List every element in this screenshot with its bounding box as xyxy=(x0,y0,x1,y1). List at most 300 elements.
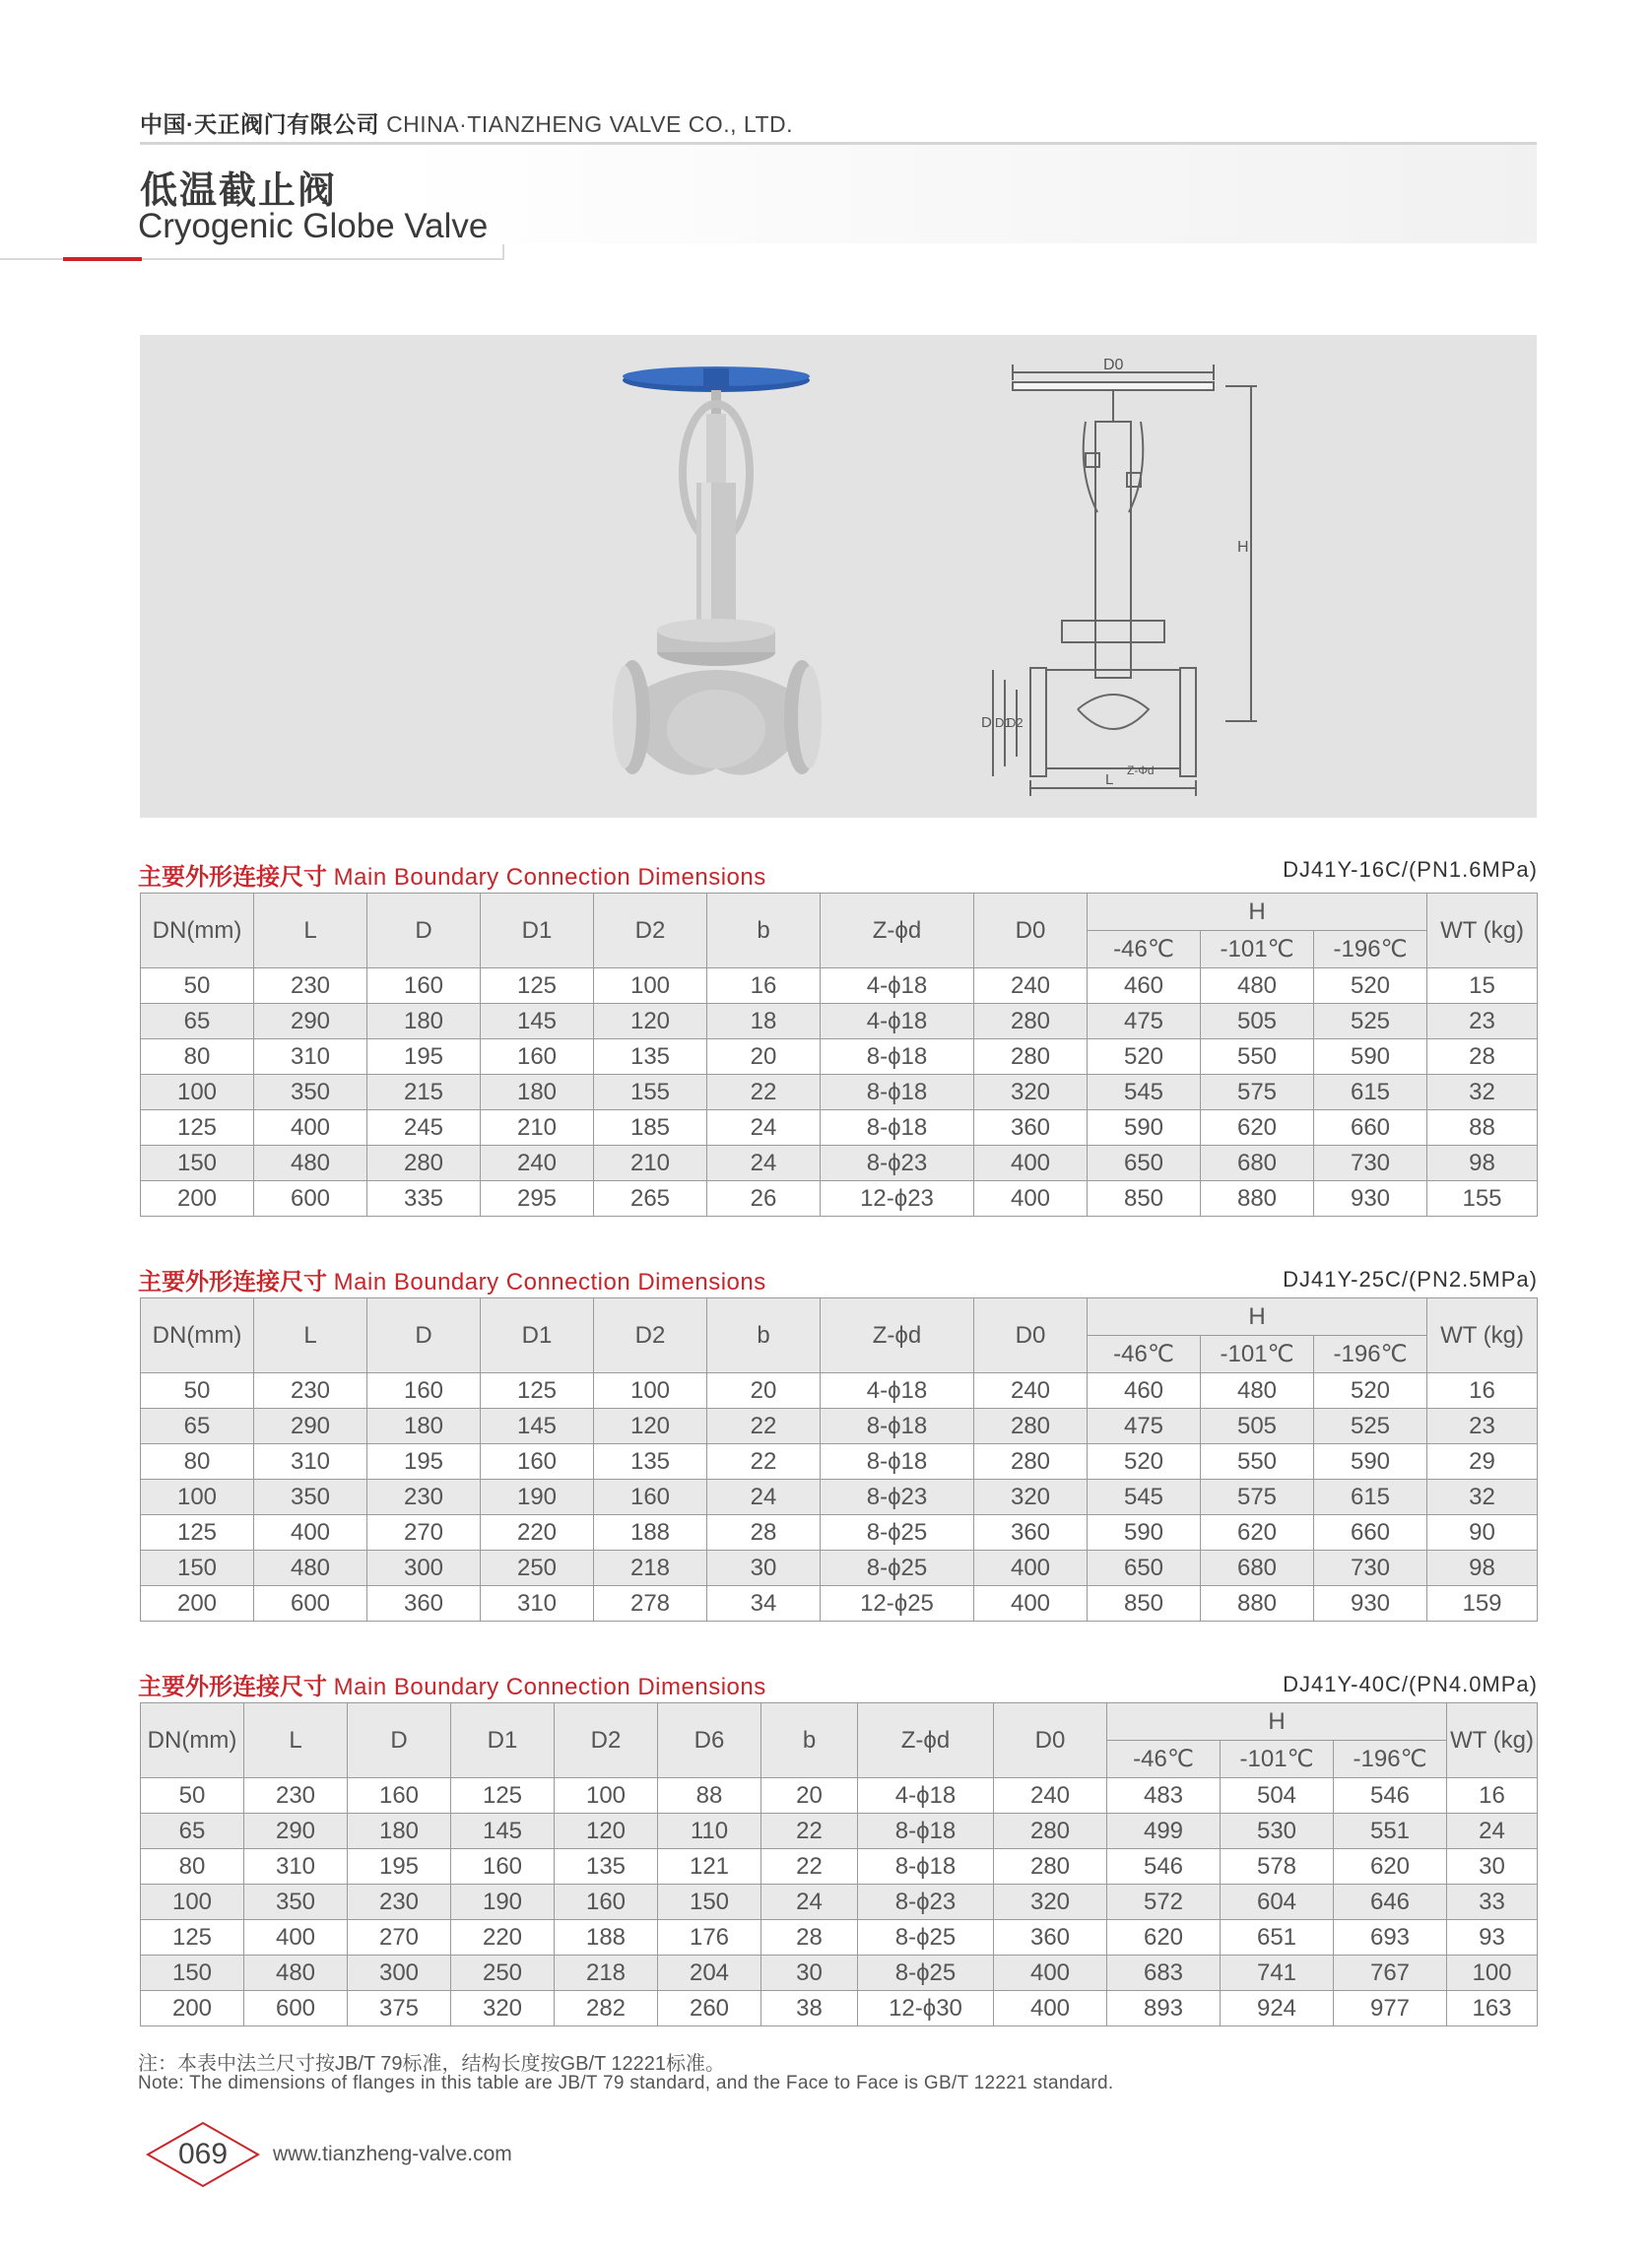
table-cell: 590 xyxy=(1314,1444,1427,1480)
col-header-dn: DN(mm) xyxy=(141,1298,254,1373)
table-cell: 80 xyxy=(141,1849,244,1885)
table-cell: 65 xyxy=(141,1409,254,1444)
table3-body xyxy=(141,1778,1538,2026)
table-cell: 150 xyxy=(141,1956,244,1991)
table-cell: 475 xyxy=(1088,1004,1201,1039)
table-cell: 620 xyxy=(1201,1515,1314,1551)
table-row xyxy=(141,1515,1538,1551)
table-cell: 4-ϕ18 xyxy=(821,1373,974,1409)
table-cell: 578 xyxy=(1221,1849,1334,1885)
table-cell: 163 xyxy=(1447,1991,1538,2026)
table-row xyxy=(141,1551,1538,1586)
table-cell: 230 xyxy=(254,1373,367,1409)
table-cell: 8-ϕ25 xyxy=(821,1551,974,1586)
table-cell: 320 xyxy=(974,1075,1088,1110)
table-cell: 230 xyxy=(348,1885,451,1920)
table-cell: 32 xyxy=(1427,1075,1538,1110)
table-cell: 245 xyxy=(367,1110,481,1146)
table-cell: 24 xyxy=(707,1146,821,1181)
table-cell: 767 xyxy=(1334,1956,1447,1991)
table-cell: 320 xyxy=(451,1991,555,2026)
table-cell: 160 xyxy=(555,1885,658,1920)
table-cell: 15 xyxy=(1427,968,1538,1004)
table-cell: 100 xyxy=(1447,1956,1538,1991)
col-header-zd: Z-ϕd xyxy=(821,1298,974,1373)
col-header-h-46: -46℃ xyxy=(1088,1336,1201,1373)
table2-title-en: Main Boundary Connection Dimensions xyxy=(333,1269,766,1295)
table-cell: 23 xyxy=(1427,1409,1538,1444)
table-cell: 620 xyxy=(1334,1849,1447,1885)
table-cell: 18 xyxy=(707,1004,821,1039)
table-cell: 100 xyxy=(555,1778,658,1814)
table-cell: 250 xyxy=(451,1956,555,1991)
table-row xyxy=(141,1956,1538,1991)
table-cell: 80 xyxy=(141,1039,254,1075)
table-row xyxy=(141,1373,1538,1409)
table-cell: 145 xyxy=(481,1004,594,1039)
table-cell: 741 xyxy=(1221,1956,1334,1991)
table-cell: 145 xyxy=(481,1409,594,1444)
table-cell: 100 xyxy=(594,968,707,1004)
table-row xyxy=(141,1885,1538,1920)
table-cell: 280 xyxy=(974,1444,1088,1480)
company-name-en: CHINA·TIANZHENG VALVE CO., LTD. xyxy=(386,111,793,137)
col-header-d1: D1 xyxy=(481,1298,594,1373)
drawing-label-d1: D1 xyxy=(995,715,1012,730)
table-cell: 360 xyxy=(994,1920,1107,1956)
table-cell: 180 xyxy=(348,1814,451,1849)
table-cell: 33 xyxy=(1447,1885,1538,1920)
table-row xyxy=(141,1039,1538,1075)
table-cell: 190 xyxy=(451,1885,555,1920)
col-header-wt: WT (kg) xyxy=(1447,1703,1538,1778)
table-cell: 8-ϕ18 xyxy=(821,1110,974,1146)
table-cell: 100 xyxy=(141,1480,254,1515)
footnote-cn: 注：本表中法兰尺寸按JB/T 79标准，结构长度按GB/T 12221标准。 xyxy=(138,2053,726,2075)
table-cell: 320 xyxy=(974,1480,1088,1515)
table-cell: 335 xyxy=(367,1181,481,1217)
table-cell: 30 xyxy=(707,1551,821,1586)
table-cell: 499 xyxy=(1107,1814,1221,1849)
table-cell: 188 xyxy=(555,1920,658,1956)
table-cell: 24 xyxy=(761,1885,858,1920)
table-cell: 26 xyxy=(707,1181,821,1217)
table-cell: 280 xyxy=(974,1409,1088,1444)
table-cell: 230 xyxy=(367,1480,481,1515)
table-cell: 90 xyxy=(1427,1515,1538,1551)
title-accent-rule xyxy=(63,257,142,261)
table-cell: 98 xyxy=(1427,1551,1538,1586)
table-cell: 660 xyxy=(1314,1515,1427,1551)
table-cell: 600 xyxy=(244,1991,348,2026)
table-cell: 93 xyxy=(1447,1920,1538,1956)
table-cell: 120 xyxy=(594,1004,707,1039)
table-cell: 880 xyxy=(1201,1586,1314,1622)
table-cell: 135 xyxy=(594,1444,707,1480)
table-cell: 893 xyxy=(1107,1991,1221,2026)
table-cell: 483 xyxy=(1107,1778,1221,1814)
table-cell: 88 xyxy=(658,1778,761,1814)
table-cell: 155 xyxy=(594,1075,707,1110)
table-cell: 160 xyxy=(594,1480,707,1515)
table-cell: 300 xyxy=(348,1956,451,1991)
table-row xyxy=(141,1480,1538,1515)
table-cell: 125 xyxy=(141,1110,254,1146)
table-cell: 200 xyxy=(141,1991,244,2026)
table-cell: 50 xyxy=(141,1373,254,1409)
footnote-en: Note: The dimensions of flanges in this table are JB/T 79 standard, and the Face to Face is GB/T 12221 standard. xyxy=(138,2073,1114,2093)
table-cell: 604 xyxy=(1221,1885,1334,1920)
table-cell: 125 xyxy=(481,1373,594,1409)
col-header-l: L xyxy=(244,1703,348,1778)
table-cell: 210 xyxy=(481,1110,594,1146)
table-cell: 260 xyxy=(658,1991,761,2026)
table-cell: 8-ϕ25 xyxy=(821,1515,974,1551)
table-cell: 360 xyxy=(974,1515,1088,1551)
table-cell: 300 xyxy=(367,1551,481,1586)
table-cell: 32 xyxy=(1427,1480,1538,1515)
table1-title-cn: 主要外形连接尺寸 xyxy=(138,864,327,891)
table-cell: 590 xyxy=(1088,1110,1201,1146)
table-cell: 8-ϕ18 xyxy=(821,1075,974,1110)
table-row xyxy=(141,1849,1538,1885)
table-cell: 545 xyxy=(1088,1480,1201,1515)
page-number: 069 xyxy=(177,2138,229,2170)
col-header-d2: D2 xyxy=(555,1703,658,1778)
table-cell: 400 xyxy=(974,1586,1088,1622)
table-cell: 20 xyxy=(761,1778,858,1814)
col-header-dn: DN(mm) xyxy=(141,894,254,968)
table-cell: 575 xyxy=(1201,1480,1314,1515)
product-image-panel xyxy=(140,335,1537,818)
table-cell: 145 xyxy=(451,1814,555,1849)
table-cell: 683 xyxy=(1107,1956,1221,1991)
table-cell: 195 xyxy=(367,1039,481,1075)
table-cell: 250 xyxy=(481,1551,594,1586)
table-cell: 280 xyxy=(974,1004,1088,1039)
table-row xyxy=(141,1181,1538,1217)
table-cell: 520 xyxy=(1314,1373,1427,1409)
table-cell: 150 xyxy=(658,1885,761,1920)
col-header-l: L xyxy=(254,894,367,968)
col-header-h: H xyxy=(1088,1298,1427,1336)
table-cell: 24 xyxy=(707,1110,821,1146)
table-cell: 525 xyxy=(1314,1409,1427,1444)
table-cell: 400 xyxy=(254,1515,367,1551)
table2-title-cn: 主要外形连接尺寸 xyxy=(138,1269,327,1295)
table-cell: 475 xyxy=(1088,1409,1201,1444)
table-cell: 80 xyxy=(141,1444,254,1480)
table-cell: 30 xyxy=(761,1956,858,1991)
table-cell: 400 xyxy=(974,1146,1088,1181)
table-row xyxy=(141,1146,1538,1181)
table-cell: 188 xyxy=(594,1515,707,1551)
valve-drawing xyxy=(979,335,1275,818)
table-row xyxy=(141,1075,1538,1110)
table-row xyxy=(141,1778,1538,1814)
col-header-h-196: -196℃ xyxy=(1334,1741,1447,1778)
table-cell: 160 xyxy=(348,1778,451,1814)
table-cell: 400 xyxy=(974,1181,1088,1217)
table-cell: 290 xyxy=(254,1409,367,1444)
table-cell: 125 xyxy=(141,1920,244,1956)
table-cell: 360 xyxy=(974,1110,1088,1146)
table-cell: 160 xyxy=(481,1039,594,1075)
table-cell: 520 xyxy=(1088,1444,1201,1480)
table1-title-en: Main Boundary Connection Dimensions xyxy=(333,864,766,891)
table-cell: 551 xyxy=(1334,1814,1447,1849)
table-cell: 8-ϕ18 xyxy=(858,1849,994,1885)
table-cell: 185 xyxy=(594,1110,707,1146)
table1-model: DJ41Y-16C/(PN1.6MPa) xyxy=(1283,857,1538,882)
col-header-dn: DN(mm) xyxy=(141,1703,244,1778)
table-cell: 160 xyxy=(367,968,481,1004)
table-cell: 88 xyxy=(1427,1110,1538,1146)
table-cell: 546 xyxy=(1334,1778,1447,1814)
col-header-h-196: -196℃ xyxy=(1314,1336,1427,1373)
table-cell: 480 xyxy=(1201,968,1314,1004)
table-cell: 135 xyxy=(594,1039,707,1075)
table-cell: 220 xyxy=(481,1515,594,1551)
table-cell: 150 xyxy=(141,1551,254,1586)
table-cell: 280 xyxy=(994,1814,1107,1849)
table-cell: 8-ϕ23 xyxy=(821,1480,974,1515)
table-cell: 24 xyxy=(707,1480,821,1515)
table-cell: 100 xyxy=(594,1373,707,1409)
table-cell: 110 xyxy=(658,1814,761,1849)
table-cell: 160 xyxy=(481,1444,594,1480)
table-cell: 651 xyxy=(1221,1920,1334,1956)
table-cell: 310 xyxy=(244,1849,348,1885)
table-cell: 12-ϕ23 xyxy=(821,1181,974,1217)
table-row xyxy=(141,1004,1538,1039)
table-cell: 121 xyxy=(658,1849,761,1885)
table-cell: 180 xyxy=(367,1409,481,1444)
table-cell: 176 xyxy=(658,1920,761,1956)
table-cell: 200 xyxy=(141,1181,254,1217)
drawing-label-d2: D2 xyxy=(1007,715,1024,730)
col-header-d0: D0 xyxy=(974,1298,1088,1373)
table-cell: 400 xyxy=(994,1991,1107,2026)
table-cell: 65 xyxy=(141,1004,254,1039)
table-cell: 924 xyxy=(1221,1991,1334,2026)
table-cell: 155 xyxy=(1427,1181,1538,1217)
table-cell: 65 xyxy=(141,1814,244,1849)
table-cell: 218 xyxy=(594,1551,707,1586)
table-cell: 160 xyxy=(367,1373,481,1409)
table-cell: 615 xyxy=(1314,1480,1427,1515)
table-cell: 615 xyxy=(1314,1075,1427,1110)
table-cell: 320 xyxy=(994,1885,1107,1920)
table-cell: 310 xyxy=(254,1444,367,1480)
table-cell: 190 xyxy=(481,1480,594,1515)
col-header-h: H xyxy=(1107,1703,1447,1741)
table-cell: 460 xyxy=(1088,1373,1201,1409)
table-cell: 240 xyxy=(481,1146,594,1181)
drawing-label-h: H xyxy=(1237,539,1249,556)
table-cell: 350 xyxy=(254,1480,367,1515)
table-cell: 50 xyxy=(141,968,254,1004)
table-cell: 590 xyxy=(1314,1039,1427,1075)
col-header-b: b xyxy=(761,1703,858,1778)
table-cell: 400 xyxy=(254,1110,367,1146)
table2-section-title xyxy=(138,1262,766,1296)
table-cell: 520 xyxy=(1314,968,1427,1004)
col-header-b: b xyxy=(707,1298,821,1373)
valve-photo xyxy=(455,335,869,818)
title-background xyxy=(394,145,1537,243)
table-cell: 24 xyxy=(1447,1814,1538,1849)
table-cell: 572 xyxy=(1107,1885,1221,1920)
table3-title-en: Main Boundary Connection Dimensions xyxy=(333,1674,766,1700)
table-cell: 8-ϕ18 xyxy=(821,1409,974,1444)
table-cell: 693 xyxy=(1334,1920,1447,1956)
table-cell: 16 xyxy=(1447,1778,1538,1814)
table-cell: 480 xyxy=(1201,1373,1314,1409)
table-row xyxy=(141,1444,1538,1480)
table-cell: 400 xyxy=(974,1551,1088,1586)
table-cell: 350 xyxy=(254,1075,367,1110)
table-cell: 680 xyxy=(1201,1551,1314,1586)
col-header-d1: D1 xyxy=(481,894,594,968)
table-cell: 4-ϕ18 xyxy=(821,1004,974,1039)
table-cell: 400 xyxy=(994,1956,1107,1991)
dimension-table-pn25 xyxy=(140,1297,1538,1622)
table-cell: 660 xyxy=(1314,1110,1427,1146)
col-header-d0: D0 xyxy=(994,1703,1107,1778)
table3-title-cn: 主要外形连接尺寸 xyxy=(138,1674,327,1700)
col-header-d: D xyxy=(367,894,481,968)
table-cell: 22 xyxy=(761,1814,858,1849)
table-cell: 280 xyxy=(367,1146,481,1181)
table-cell: 8-ϕ23 xyxy=(821,1146,974,1181)
table-cell: 504 xyxy=(1221,1778,1334,1814)
table-cell: 8-ϕ23 xyxy=(858,1885,994,1920)
table-cell: 310 xyxy=(481,1586,594,1622)
table-cell: 505 xyxy=(1201,1004,1314,1039)
table-cell: 22 xyxy=(707,1075,821,1110)
table-row xyxy=(141,1586,1538,1622)
table-row xyxy=(141,1920,1538,1956)
table-cell: 29 xyxy=(1427,1444,1538,1480)
table-cell: 8-ϕ18 xyxy=(821,1444,974,1480)
table-cell: 125 xyxy=(481,968,594,1004)
dimension-table-pn40 xyxy=(140,1702,1538,2026)
table-cell: 280 xyxy=(994,1849,1107,1885)
table-cell: 400 xyxy=(244,1920,348,1956)
table-cell: 50 xyxy=(141,1778,244,1814)
table-cell: 22 xyxy=(707,1409,821,1444)
table-cell: 530 xyxy=(1221,1814,1334,1849)
drawing-label-zd: Z-Φd xyxy=(1127,763,1155,777)
table-cell: 180 xyxy=(481,1075,594,1110)
company-header xyxy=(140,106,793,139)
table-cell: 546 xyxy=(1107,1849,1221,1885)
table-row xyxy=(141,1110,1538,1146)
col-header-d: D xyxy=(367,1298,481,1373)
table-cell: 195 xyxy=(348,1849,451,1885)
table-cell: 28 xyxy=(761,1920,858,1956)
table-cell: 650 xyxy=(1088,1551,1201,1586)
table-cell: 240 xyxy=(974,1373,1088,1409)
table-cell: 159 xyxy=(1427,1586,1538,1622)
table-cell: 480 xyxy=(254,1146,367,1181)
col-header-h-46: -46℃ xyxy=(1107,1741,1221,1778)
table-cell: 34 xyxy=(707,1586,821,1622)
table-cell: 850 xyxy=(1088,1586,1201,1622)
table-cell: 28 xyxy=(707,1515,821,1551)
table3-section-title xyxy=(138,1667,766,1701)
col-header-h-101: -101℃ xyxy=(1201,1336,1314,1373)
table-cell: 120 xyxy=(555,1814,658,1849)
table-cell: 550 xyxy=(1201,1444,1314,1480)
table-cell: 460 xyxy=(1088,968,1201,1004)
drawing-label-d0: D0 xyxy=(1103,357,1124,373)
table-cell: 545 xyxy=(1088,1075,1201,1110)
table-cell: 135 xyxy=(555,1849,658,1885)
table-cell: 480 xyxy=(244,1956,348,1991)
table-cell: 505 xyxy=(1201,1409,1314,1444)
table-cell: 850 xyxy=(1088,1181,1201,1217)
table-cell: 600 xyxy=(254,1181,367,1217)
table3-model: DJ41Y-40C/(PN4.0MPa) xyxy=(1283,1672,1538,1696)
table-cell: 8-ϕ18 xyxy=(858,1814,994,1849)
table-cell: 22 xyxy=(761,1849,858,1885)
table-cell: 730 xyxy=(1314,1551,1427,1586)
col-header-l: L xyxy=(254,1298,367,1373)
col-header-d2: D2 xyxy=(594,894,707,968)
table-cell: 730 xyxy=(1314,1146,1427,1181)
table-cell: 215 xyxy=(367,1075,481,1110)
col-header-zd: Z-ϕd xyxy=(821,894,974,968)
company-name-cn: 中国·天正阀门有限公司 xyxy=(140,111,380,137)
table2-body xyxy=(141,1373,1538,1622)
table-cell: 620 xyxy=(1201,1110,1314,1146)
table-cell: 620 xyxy=(1107,1920,1221,1956)
table-cell: 22 xyxy=(707,1444,821,1480)
table-cell: 520 xyxy=(1088,1039,1201,1075)
col-header-zd: Z-ϕd xyxy=(858,1703,994,1778)
table-cell: 125 xyxy=(451,1778,555,1814)
table-cell: 280 xyxy=(974,1039,1088,1075)
page-title-en: Cryogenic Globe Valve xyxy=(138,207,489,245)
table-cell: 600 xyxy=(254,1586,367,1622)
table-cell: 16 xyxy=(707,968,821,1004)
table-cell: 8-ϕ25 xyxy=(858,1920,994,1956)
col-header-h: H xyxy=(1088,894,1427,931)
table-cell: 12-ϕ30 xyxy=(858,1991,994,2026)
table-cell: 160 xyxy=(451,1849,555,1885)
col-header-d: D xyxy=(348,1703,451,1778)
table-cell: 240 xyxy=(994,1778,1107,1814)
table-cell: 310 xyxy=(254,1039,367,1075)
col-header-b: b xyxy=(707,894,821,968)
title-underline-tick xyxy=(502,244,504,260)
table-row xyxy=(141,1991,1538,2026)
table-cell: 880 xyxy=(1201,1181,1314,1217)
table2-model: DJ41Y-25C/(PN2.5MPa) xyxy=(1283,1267,1538,1292)
table-cell: 210 xyxy=(594,1146,707,1181)
table-cell: 525 xyxy=(1314,1004,1427,1039)
col-header-d0: D0 xyxy=(974,894,1088,968)
table-cell: 282 xyxy=(555,1991,658,2026)
table-cell: 120 xyxy=(594,1409,707,1444)
table-cell: 295 xyxy=(481,1181,594,1217)
col-header-wt: WT (kg) xyxy=(1427,894,1538,968)
website-link[interactable]: www.tianzheng-valve.com xyxy=(273,2143,512,2165)
table-cell: 4-ϕ18 xyxy=(858,1778,994,1814)
col-header-d6: D6 xyxy=(658,1703,761,1778)
